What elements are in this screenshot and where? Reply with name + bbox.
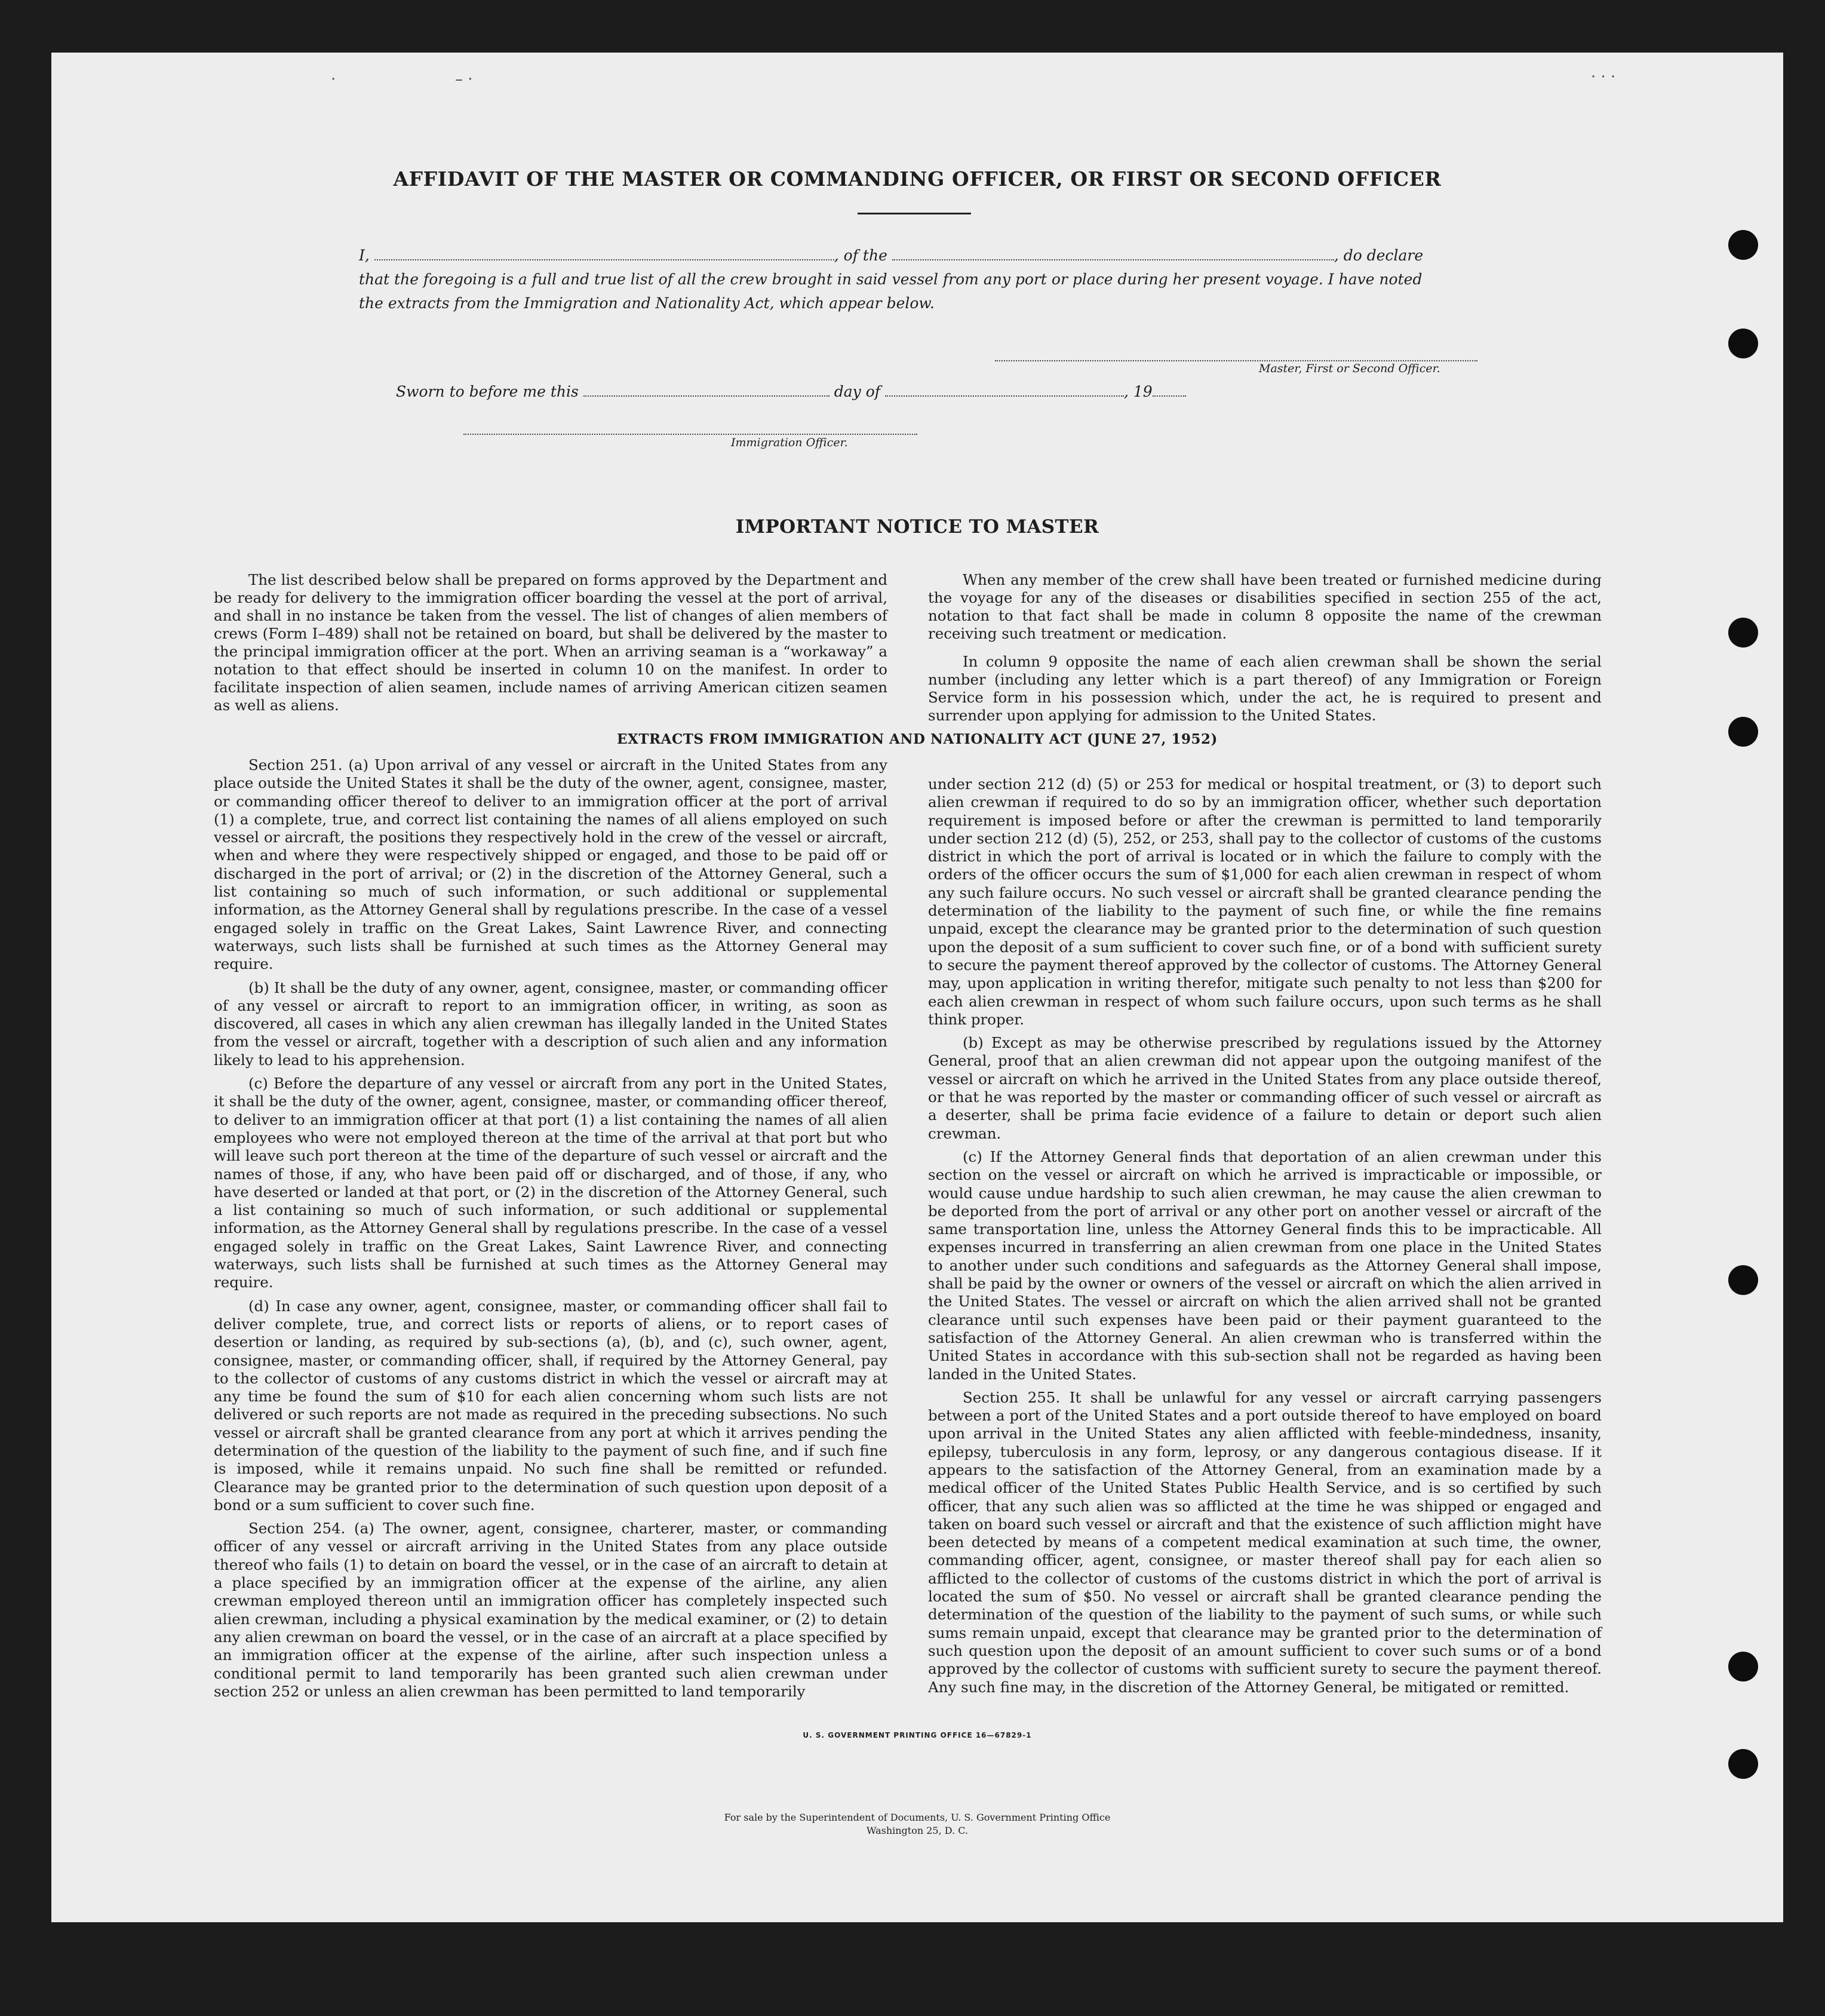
master-signature-line[interactable]	[995, 360, 1477, 361]
scan-speck: – ·	[455, 70, 473, 88]
punch-hole	[1728, 1652, 1758, 1681]
scan-speck: ·	[331, 70, 336, 88]
scan-speck: · · ·	[1591, 68, 1616, 86]
extract-paragraph	[214, 756, 887, 974]
master-signature-label: Master, First or Second Officer.	[1259, 362, 1440, 375]
declaration-line-2: that the foregoing is a full and true list of all the crew brought in said vessel from any port or place during her present voyage. I have noted	[359, 271, 1422, 288]
sworn-month-field[interactable]	[885, 395, 1124, 397]
year-prefix: , 19	[1124, 383, 1153, 400]
sworn-before-label: Sworn to before me this	[396, 383, 579, 400]
punch-hole	[1728, 1749, 1758, 1779]
officer-signature-label: Immigration Officer.	[731, 436, 848, 449]
notice-right-paragraph-1	[928, 571, 1602, 643]
notice-title: IMPORTANT NOTICE TO MASTER	[735, 516, 1099, 538]
document-page	[51, 53, 1783, 1922]
gpo-imprint: U. S. GOVERNMENT PRINTING OFFICE 16—67829-1	[803, 1731, 1032, 1739]
extract-text: (c) If the Attorney General finds that deportation of an alien crewman under this section on the vessel or aircraft on which he arrived is impracticable or impossible, or would cause undue hardship to such alien crewman, he may cause the alien crewman to be deported from the port of arrival or any other port on another vessel or aircraft of the same transportation line, unless the Attorney General finds this to be impracticable. All expenses incurred in transferring an alien crewman from one place in the United States to another under such conditions and safeguards as the Attorney General shall impose, shall be paid by the owner or owners of the vessel or aircraft on which the alien arrived in the United States. The vessel or aircraft on which the alien arrived shall not be granted clearance until such expenses have been paid or their payment guaranteed to the satisfaction of the Attorney General. An alien crewman who is transferred within the United States in accordance with this sub-section shall not be regarded as having been landed in the United States.	[928, 1147, 1602, 1383]
sworn-line	[396, 380, 1572, 404]
name-field[interactable]	[374, 259, 834, 260]
sworn-year-field[interactable]	[1153, 395, 1186, 397]
sworn-day-field[interactable]	[583, 395, 829, 397]
extract-paragraph	[928, 775, 1602, 1029]
affidavit-title: AFFIDAVIT OF THE MASTER OR COMMANDING OFFICER, OR FIRST OR SECOND OFFICER	[393, 167, 1442, 191]
title-rule	[858, 213, 971, 214]
extract-paragraph	[214, 1297, 887, 1515]
punch-hole	[1728, 329, 1758, 358]
punch-hole	[1728, 618, 1758, 648]
extract-paragraph	[214, 1075, 887, 1292]
extract-text: (b) It shall be the duty of any owner, agent, consignee, master, or commanding officer of any vessel or aircraft to report to an immigration officer, in writing, as soon as discovered, all cases in which any alien crewman has illegally landed in the United States from the vessel or aircraft, together with a description of such alien and any information likely to lead to his apprehension.	[214, 978, 887, 1069]
punch-hole	[1728, 1265, 1758, 1295]
day-of-label: day of	[834, 383, 881, 400]
extract-paragraph	[928, 1034, 1602, 1143]
notice-left-text: The list described below shall be prepared on forms approved by the Department and be ready for delivery to the immigration officer boarding the vessel at the port of arrival, and shall in no instance be taken from the vessel. The list of changes of alien members of crews (Form I–489) shall not be retained on board, but shall be delivered by the master to the principal immigration officer at the port. When an arriving seaman is a “workaway” a notation to that effect should be inserted in column 10 on the manifest. In order to facilitate inspection of alien seamen, include names of arriving American citizen seamen as well as aliens.	[214, 571, 887, 714]
sale-line-2: Washington 25, D. C.	[867, 1825, 968, 1836]
extracts-title: EXTRACTS FROM IMMIGRATION AND NATIONALITY ACT (JUNE 27, 1952)	[617, 731, 1218, 747]
declaration-line-3: the extracts from the Immigration and Nationality Act, which appear below.	[359, 294, 935, 312]
notice-right-text-2: In column 9 opposite the name of each alien crewman shall be shown the serial number (including any letter which is a part thereof) of any Immigration or Foreign Service form in his possession which, under the act, he is required to present and surrender upon applying for admission to the United States.	[928, 653, 1602, 724]
declaration-line-1	[359, 244, 1535, 268]
extract-text: Section 254. (a) The owner, agent, consignee, charterer, master, or commanding officer of any vessel or aircraft arriving in the United States from any place outside thereof who fails (1) to detain on board the vessel, or in the case of an aircraft to detain at a place specified by an immigration officer at the expense of the airline, any alien crewman employed thereon until an immigration officer has completely inspected such alien crewman, including a physical examination by the medical examiner, or (2) to detain any alien crewman on board the vessel, or in the case of an aircraft at a place specified by an immigration officer at the expense of the airline, after such inspection unless a conditional permit to land temporarily has been granted such alien crewman under section 252 or unless an alien crewman has been permitted to land temporarily	[214, 1520, 887, 1700]
extract-paragraph	[928, 1148, 1602, 1383]
notice-right-text-1: When any member of the crew shall have been treated or furnished medicine during the voyage for any of the diseases or disabilities specified in section 255 of the act, notation to that fact shall be made in column 8 opposite the name of the crewman receiving such treatment or medication.	[928, 571, 1602, 642]
extract-text: under section 212 (d) (5) or 253 for medical or hospital treatment, or (3) to deport such alien crewman if required to do so by an immigration officer, whether such deportation requirement is imposed before or after the crewman is permitted to land temporarily under section 212 (d) (5), 252, or 253, shall pay to the collector of customs of the customs district in which the port of arrival is located or in which the failure to comply with the orders of the officer occurs the sum of $1,000 for each alien crewman in respect of whom any such failure occurs. No such vessel or aircraft shall be granted clearance pending the determination of the liability to the payment of such fine, or while the fine remains unpaid, except the clearance may be granted prior to the determination of such question upon the deposit of a sum sufficient to cover such fine, or of a bond with sufficient surety to secure the payment thereof approved by the collector of customs. The Attorney General may, upon application in writing therefor, mitigate such penalty to not less than $200 for each alien crewman in respect of whom such failure occurs, upon such terms as he shall think proper.	[928, 775, 1602, 1028]
extracts-right-column	[928, 775, 1602, 1702]
extract-paragraph	[214, 1520, 887, 1701]
extracts-left-column	[214, 756, 887, 1706]
punch-hole	[1728, 230, 1758, 260]
declaration-of-the: , of the	[834, 247, 887, 264]
extract-text: (c) Before the departure of any vessel or aircraft from any port in the United States, it shall be the duty of the owner, agent, consignee, master, or commanding officer thereof, to deliver to an immigration officer at that port (1) a list containing the names of all alien employees who were not employed thereon at the time of the arrival at that port but who will leave such port thereon at the time of the departure of such vessel or aircraft and the names of those, if any, who have been paid off or discharged, and of those, if any, who have deserted or landed at that port, or (2) in the discretion of the Attorney General, such a list containing so much of such information, or such additional or supplemental information, as the Attorney General shall by regulations prescribe. In the case of a vessel engaged solely in traffic on the Great Lakes, Saint Lawrence River, and connecting waterways, such lists shall be furnished at such times as the Attorney General may require.	[214, 1075, 887, 1291]
notice-left-paragraph	[214, 571, 887, 714]
declaration-i: I,	[359, 247, 370, 264]
sale-line-1: For sale by the Superintendent of Documents, U. S. Government Printing Office	[724, 1812, 1111, 1823]
extract-paragraph	[214, 979, 887, 1069]
officer-signature-line[interactable]	[463, 434, 917, 435]
extract-text: Section 255. It shall be unlawful for any vessel or aircraft carrying passengers between a port of the United States and a port outside thereof to have employed on board upon arrival in the United States any alien afflicted with feeble-mindedness, insanity, epilepsy, tuberculosis in any form, leprosy, or any dangerous contagious disease. If it appears to the satisfaction of the Attorney General, from an examination made by a medical officer of the United States Public Health Service, and is so certified by such officer, that any such alien was so afflicted at the time he was shipped or engaged and taken on board such vessel or aircraft and that the existence of such affliction might have been detected by means of a competent medical examination at such time, the owner, commanding officer, agent, consignee, or master thereof shall pay for each alien so afflicted to the collector of customs of the customs district in which the port of arrival is located the sum of $50. No vessel or aircraft shall be granted clearance pending the determination of the question of the liability to the payment of such sums, or while such sums remain unpaid, except that clearance may be granted prior to the determination of such question upon the deposit of an amount sufficient to cover such sums or of a bond approved by the collector of customs with sufficient surety to secure the payment thereof. Any such fine may, in the discretion of the Attorney General, be mitigated or remitted.	[928, 1388, 1602, 1696]
declaration-do-declare: , do declare	[1334, 247, 1424, 264]
vessel-field[interactable]	[892, 259, 1334, 260]
extract-paragraph	[928, 1389, 1602, 1696]
sale-notice	[51, 1811, 1783, 1837]
extract-text: (b) Except as may be otherwise prescribed by regulations issued by the Attorney General, proof that an alien crewman did not appear upon the outgoing manifest of the vessel or aircraft on which he arrived in the United States from any place outside thereof, or that he was reported by the master or commanding officer of such vessel or aircraft as a deserter, shall be prima facie evidence of a failure to detain or deport such alien crewman.	[928, 1034, 1602, 1142]
extract-text: (d) In case any owner, agent, consignee, master, or commanding officer shall fail to deliver complete, true, and correct lists or reports of aliens, or to report cases of desertion or landing, as required by sub-sections (a), (b), and (c), such owner, agent, consignee, master, or commanding officer, shall, if required by the Attorney General, pay to the collector of customs of any customs district in which the vessel or aircraft may at any time be found the sum of $10 for each alien concerning whom such lists are not delivered or such reports are not made as required in the preceding subsections. No such vessel or aircraft shall be granted clearance from any port at which it arrives pending the determination of the question of the liability to the payment of such fine, and if such fine is imposed, while it remains unpaid. No such fine shall be remitted or refunded. Clearance may be granted prior to the determination of such question upon deposit of a bond or a sum sufficient to cover such fine.	[214, 1297, 887, 1514]
notice-right-paragraph-2	[928, 653, 1602, 725]
extract-text: Section 251. (a) Upon arrival of any vessel or aircraft in the United States from any place outside the United States it shall be the duty of the owner, agent, consignee, master, or commanding officer thereof to deliver to an immigration officer at the port of arrival (1) a complete, true, and correct list containing the names of all aliens employed on such vessel or aircraft, the positions they respectively hold in the crew of the vessel or aircraft, when and where they were respectively shipped or engaged, and those to be paid off or discharged in the port of arrival; or (2) in the discretion of the Attorney General, such a list containing so much of such information, or such additional or supplemental information, as the Attorney General shall by regulations prescribe. In the case of a vessel engaged solely in traffic on the Great Lakes, Saint Lawrence River, and connecting waterways, such lists shall be furnished at such times as the Attorney General may require.	[214, 756, 887, 973]
